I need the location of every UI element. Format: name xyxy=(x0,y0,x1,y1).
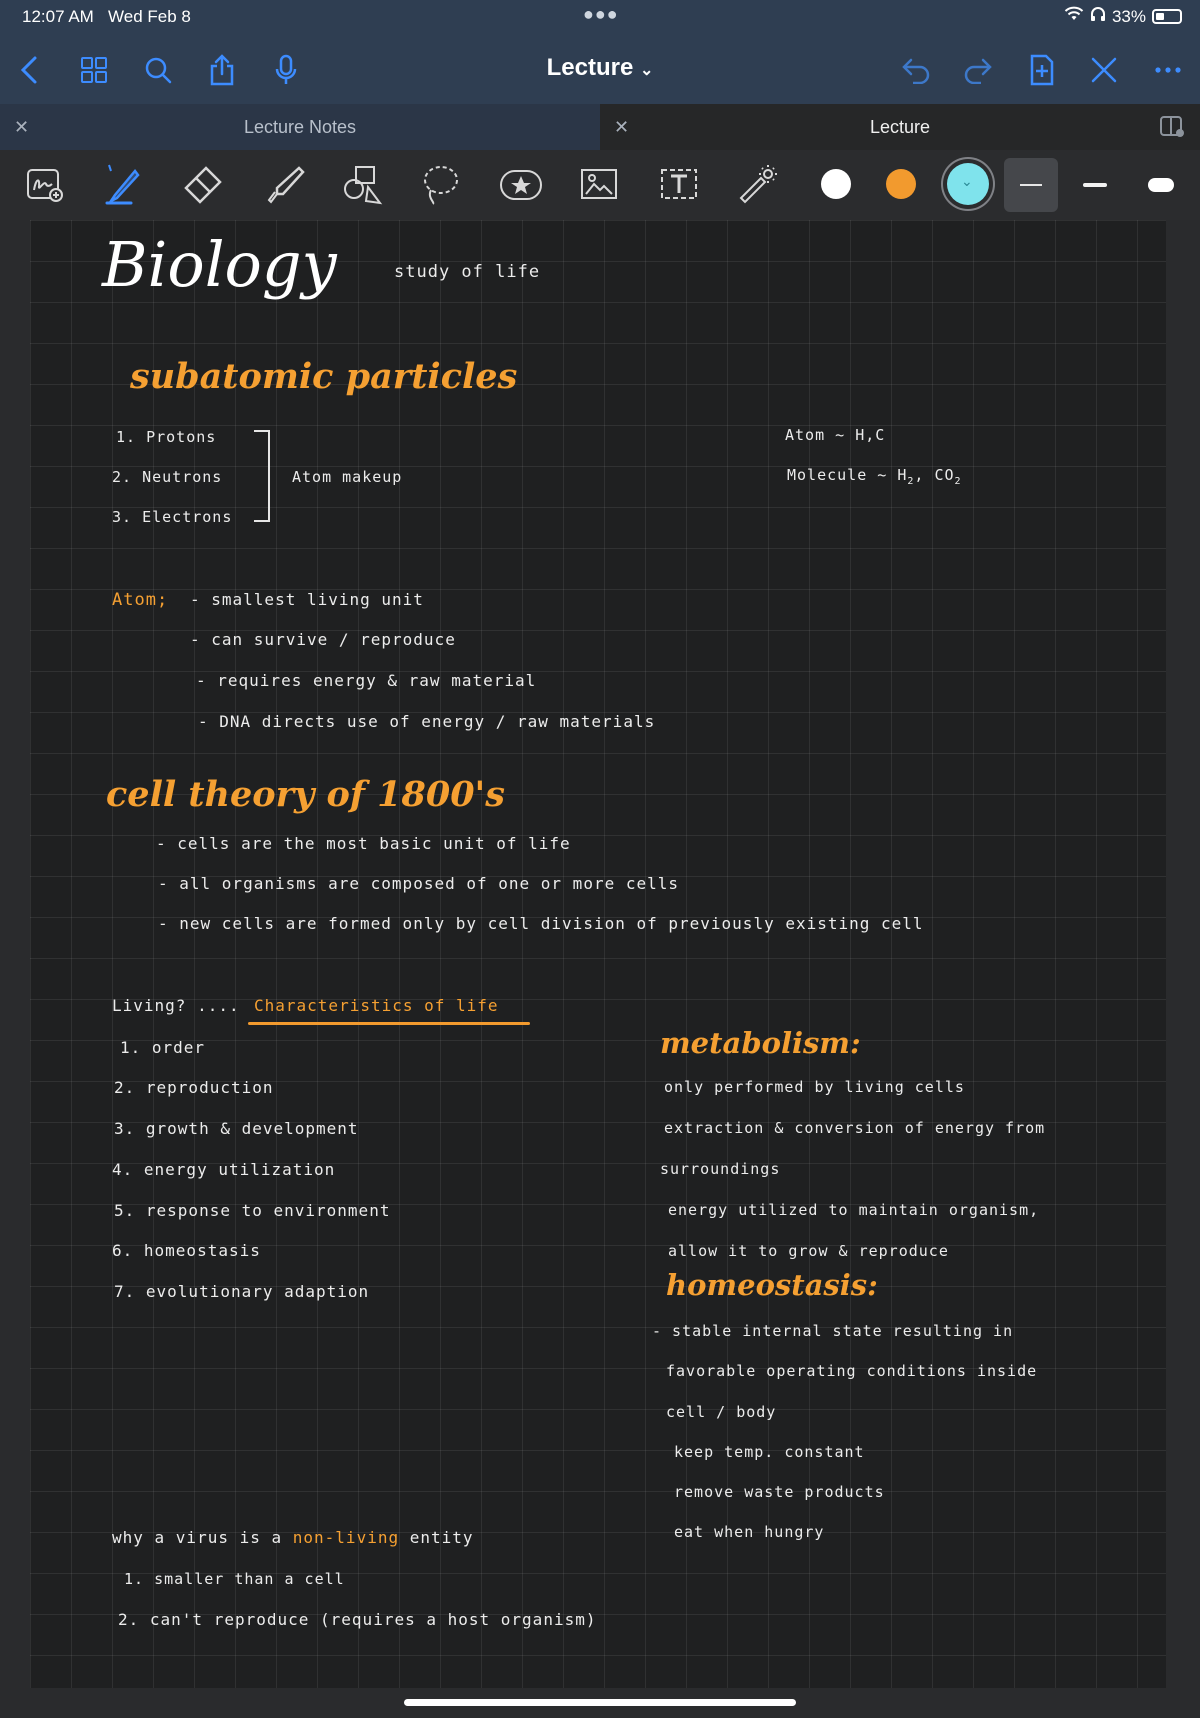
navigation-bar xyxy=(0,36,1200,104)
grid-icon xyxy=(80,56,108,84)
share-button[interactable] xyxy=(202,50,242,90)
atom-point: - requires energy & raw material xyxy=(196,671,537,690)
status-time: 12:07 AM Wed Feb 8 xyxy=(22,7,191,26)
atom-point: - can survive / reproduce xyxy=(190,630,456,649)
tab-bar xyxy=(0,104,1200,150)
battery-percent: 33% xyxy=(1111,6,1146,26)
close-toolbar-button[interactable] xyxy=(1084,50,1124,90)
status-date: Wed Feb 8 xyxy=(108,7,191,26)
back-button[interactable] xyxy=(10,50,50,90)
note-page[interactable] xyxy=(30,220,1166,1688)
characteristic-item: 5. response to environment xyxy=(114,1201,391,1220)
tab-lecture[interactable] xyxy=(600,104,1200,150)
color-cyan-swatch-selected[interactable] xyxy=(947,163,989,205)
tab-label: Lecture Notes xyxy=(243,116,357,137)
homeostasis-line: cell / body xyxy=(666,1403,777,1421)
share-icon xyxy=(208,54,236,86)
highlighter-tool-button[interactable] xyxy=(262,162,308,208)
chevron-down-icon: ⌄ xyxy=(961,173,973,189)
highlighter-icon xyxy=(265,164,305,206)
laser-pointer-button[interactable] xyxy=(734,162,780,208)
search-icon xyxy=(144,56,172,84)
heading-homeostasis: homeostasis: xyxy=(666,1268,878,1302)
right-gutter xyxy=(1166,220,1200,1718)
document-title xyxy=(0,54,1200,82)
particle-item: 3. Electrons xyxy=(112,508,233,526)
atom-example: Atom ~ H,C xyxy=(785,426,886,444)
thin-line-icon xyxy=(1020,184,1042,186)
undo-icon xyxy=(901,56,931,84)
characteristic-item: 2. reproduction xyxy=(114,1078,274,1097)
living-label: Living? .... xyxy=(112,996,240,1015)
wifi-icon xyxy=(1064,6,1084,27)
document-title-button[interactable] xyxy=(547,54,654,81)
split-view-icon[interactable] xyxy=(1160,116,1184,143)
cell-point: - cells are the most basic unit of life xyxy=(156,834,571,853)
metabolism-line: allow it to grow & reproduce xyxy=(668,1242,949,1260)
bracket-line xyxy=(254,430,270,522)
dictation-button[interactable] xyxy=(266,50,306,90)
color-white-swatch[interactable] xyxy=(821,169,851,199)
status-right xyxy=(1064,6,1182,27)
metabolism-line: only performed by living cells xyxy=(664,1078,965,1096)
atom-point: - DNA directs use of energy / raw materials xyxy=(198,712,656,731)
characteristics-underline xyxy=(248,1022,530,1025)
virus-point: 1. smaller than a cell xyxy=(124,1570,345,1588)
shapes-tool-button[interactable] xyxy=(340,162,386,208)
multitasking-dots-icon[interactable]: ●●● xyxy=(583,4,619,24)
close-tab-icon[interactable]: ✕ xyxy=(614,117,630,137)
home-indicator[interactable] xyxy=(404,1699,796,1706)
lasso-add-icon xyxy=(26,168,64,202)
metabolism-line: extraction & conversion of energy from xyxy=(664,1119,1046,1137)
stroke-thin-button[interactable] xyxy=(1004,158,1058,212)
status-bar xyxy=(0,0,1200,36)
chevron-left-icon xyxy=(18,55,42,85)
homeostasis-line: - stable internal state resulting in xyxy=(652,1322,1014,1340)
pen-tool-button[interactable] xyxy=(100,162,146,208)
redo-icon xyxy=(963,56,993,84)
cell-point: - new cells are formed only by cell division of previously existing cell xyxy=(158,914,924,933)
lasso-icon xyxy=(421,164,461,206)
homeostasis-line: remove waste products xyxy=(674,1483,885,1501)
molecule-example: Molecule ~ $H_2$, $CO_2$ xyxy=(787,466,962,487)
virus-question: why a virus is a non-living entity xyxy=(112,1528,474,1547)
virus-point: 2. can't reproduce (requires a host organism) xyxy=(118,1610,597,1629)
search-button[interactable] xyxy=(138,50,178,90)
ellipsis-icon xyxy=(1153,65,1183,75)
tab-lecture-notes[interactable] xyxy=(0,104,600,150)
text-box-icon xyxy=(660,168,698,202)
atom-makeup-label: Atom makeup xyxy=(292,468,403,486)
elements-tool-button[interactable] xyxy=(498,162,544,208)
lasso-tool-button[interactable] xyxy=(418,162,464,208)
atom-point: - smallest living unit xyxy=(190,590,424,609)
homeostasis-line: favorable operating conditions inside xyxy=(666,1362,1038,1380)
note-subtitle: study of life xyxy=(394,262,541,282)
particle-item: 1. Protons xyxy=(116,428,217,446)
battery-icon xyxy=(1152,9,1182,24)
homeostasis-line: eat when hungry xyxy=(674,1523,825,1541)
eraser-icon xyxy=(182,164,224,206)
stroke-thick-button[interactable] xyxy=(1134,158,1188,212)
eraser-tool-button[interactable] xyxy=(180,162,226,208)
heading-subatomic-particles: subatomic particles xyxy=(130,356,518,397)
tab-label: Lecture xyxy=(869,116,931,137)
heading-metabolism: metabolism: xyxy=(660,1026,861,1060)
color-orange-swatch[interactable] xyxy=(886,169,916,199)
close-tab-icon[interactable]: ✕ xyxy=(14,117,30,137)
medium-line-icon xyxy=(1083,183,1107,187)
shapes-icon xyxy=(342,165,384,205)
redo-button[interactable] xyxy=(958,50,998,90)
stroke-medium-button[interactable] xyxy=(1068,158,1122,212)
text-tool-button[interactable] xyxy=(656,162,702,208)
atom-label: Atom; xyxy=(112,590,169,610)
characteristic-item: 1. order xyxy=(120,1038,206,1057)
cell-point: - all organisms are composed of one or more cells xyxy=(158,874,680,893)
headphones-icon xyxy=(1090,6,1106,27)
heading-cell-theory: cell theory of 1800's xyxy=(106,774,505,815)
microphone-icon xyxy=(274,54,298,86)
particle-item: 2. Neutrons xyxy=(112,468,223,486)
laser-pointer-icon xyxy=(735,164,779,206)
non-living-highlight: non-living xyxy=(292,1528,400,1547)
metabolism-line: surroundings xyxy=(660,1160,781,1178)
note-title: Biology xyxy=(102,228,337,301)
handwriting-conversion-button[interactable] xyxy=(22,162,68,208)
metabolism-line: energy utilized to maintain organism, xyxy=(668,1201,1040,1219)
characteristic-item: 3. growth & development xyxy=(114,1119,359,1138)
thumbnails-button[interactable] xyxy=(74,50,114,90)
add-page-icon xyxy=(1028,54,1056,86)
characteristic-item: 4. energy utilization xyxy=(112,1160,336,1179)
homeostasis-line: keep temp. constant xyxy=(674,1443,865,1461)
thick-line-icon xyxy=(1148,178,1174,192)
characteristic-item: 7. evolutionary adaption xyxy=(114,1282,370,1301)
left-gutter xyxy=(0,220,30,1718)
document-title-text: Lecture xyxy=(546,54,634,81)
pen-icon xyxy=(103,163,143,207)
image-icon xyxy=(580,168,618,202)
pen-cross-icon xyxy=(1089,55,1119,85)
undo-button[interactable] xyxy=(896,50,936,90)
star-sticker-icon xyxy=(499,168,543,202)
characteristics-heading: Characteristics of life xyxy=(254,996,499,1015)
add-page-button[interactable] xyxy=(1022,50,1062,90)
chevron-down-icon: ⌄ xyxy=(639,62,654,79)
image-tool-button[interactable] xyxy=(576,162,622,208)
characteristic-item: 6. homeostasis xyxy=(112,1241,261,1260)
more-button[interactable] xyxy=(1148,50,1188,90)
